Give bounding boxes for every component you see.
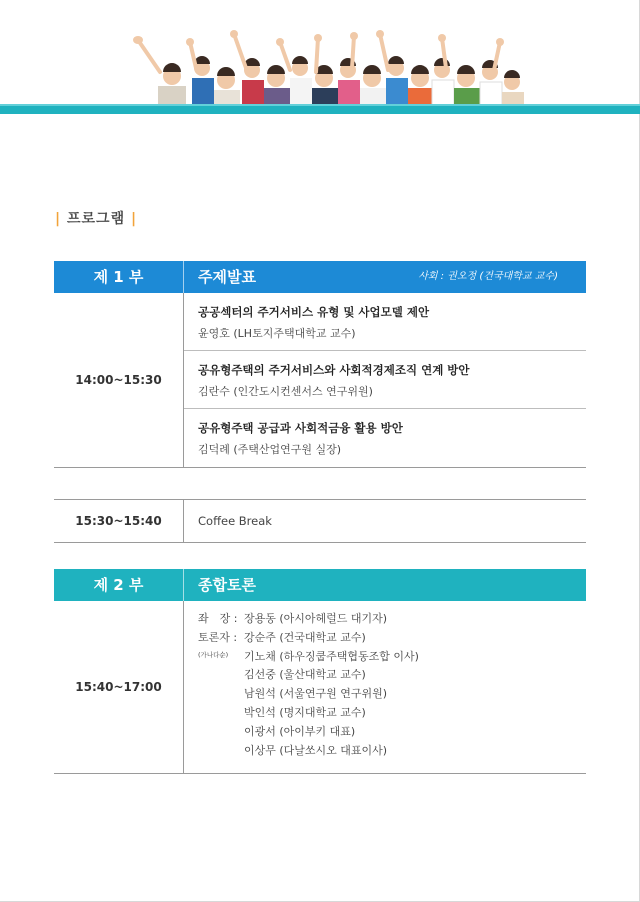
crowd-photo	[130, 28, 530, 110]
order-note: (가나다순)	[198, 650, 229, 659]
part1-table	[54, 261, 586, 468]
part1-header	[54, 261, 586, 293]
coffee-label: Coffee Break	[198, 514, 272, 528]
panelist: 남원석 (서울연구원 연구위원)	[244, 687, 388, 701]
panelist-line	[198, 666, 586, 685]
talk-row	[184, 351, 586, 409]
part2-table	[54, 569, 586, 774]
part2-header	[54, 569, 586, 601]
part1-moderator: 사회 : 권오정 (건국대학교 교수)	[418, 271, 558, 282]
panelist: 김선중 (울산대학교 교수)	[244, 668, 366, 682]
talk-speaker: 김덕례 (주택산업연구원 실장)	[198, 443, 342, 456]
panelist-line	[198, 685, 586, 704]
part1-label: 제 1 부	[93, 268, 144, 286]
talk-title: 공공섹터의 주거서비스 유형 및 사업모델 제안	[198, 305, 430, 319]
panelist: 이상무 (다날쏘시오 대표이사)	[244, 743, 388, 757]
panelist: 강순주 (건국대학교 교수)	[244, 630, 366, 644]
talk-row	[184, 293, 586, 351]
panel-list	[184, 601, 586, 773]
part2-label: 제 2 부	[93, 576, 144, 594]
talk-speaker: 김란수 (인간도시컨센서스 연구위원)	[198, 385, 373, 398]
panelist-line: 토론자 : 강순주 (건국대학교 교수)	[198, 630, 366, 644]
panelist-line	[198, 742, 586, 761]
part2-topic: 종합토론	[183, 569, 586, 601]
coffee-time: 15:30~15:40	[54, 500, 184, 542]
part2-body	[54, 601, 586, 774]
talk-title: 공유형주택 공급과 사회적금융 활용 방안	[198, 421, 403, 435]
panelist-line	[198, 648, 586, 667]
panelist-line	[198, 704, 586, 723]
talk-speaker: 윤영호 (LH토지주택대학교 교수)	[198, 327, 356, 340]
part1-time: 14:00~15:30	[54, 293, 184, 467]
header-band	[0, 104, 640, 114]
coffee-break-row	[54, 499, 586, 543]
talk-row	[184, 409, 586, 467]
panelist: 박인석 (명지대학교 교수)	[244, 705, 366, 719]
panelist: 이광서 (아이부키 대표)	[244, 724, 356, 738]
chair-name: 장용동 (아시아헤럴드 대기자)	[244, 612, 388, 625]
talk-title: 공유형주택의 주거서비스와 사회적경제조직 연계 방안	[198, 363, 470, 377]
panelist-line	[198, 723, 586, 742]
part2-time: 15:40~17:00	[54, 601, 184, 773]
section-title: | 프로그램 |	[55, 211, 138, 227]
chair-line: 좌 장 : 장용동 (아시아헤럴드 대기자)	[198, 612, 388, 625]
panelist: 기노채 (하우징쿱주택협동조합 이사)	[244, 649, 419, 663]
part1-body	[54, 293, 586, 468]
part1-topic: 주제발표 사회 : 권오정 (건국대학교 교수)	[183, 261, 586, 293]
